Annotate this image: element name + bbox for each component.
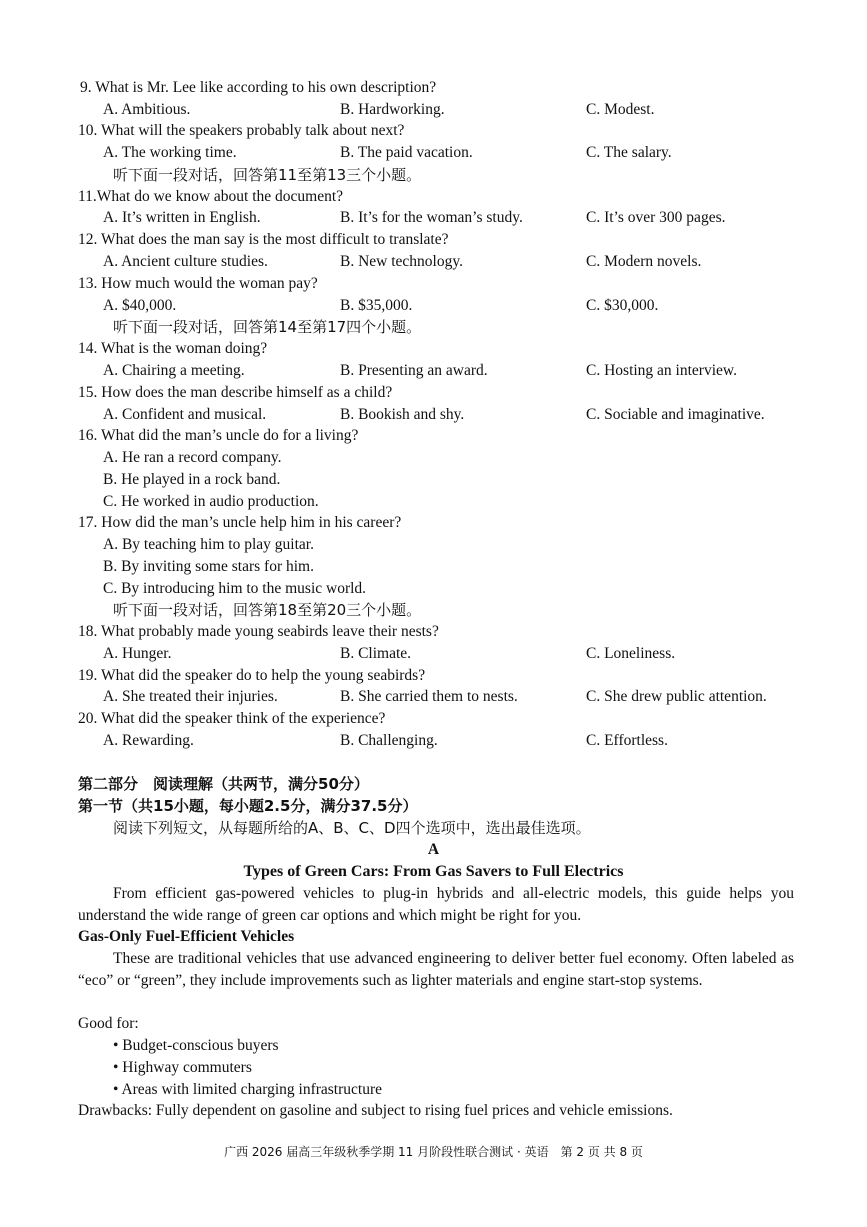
question-stem: 13. How much would the woman pay?	[78, 275, 318, 292]
option-c: C. By introducing him to the music world.	[103, 580, 367, 597]
option-c: C. Modest.	[586, 101, 655, 118]
question-stem: 12. What does the man say is the most difficult to translate?	[78, 231, 449, 248]
reading-direction: 阅读下列短文，从每题所给的A、B、C、D四个选项中，选出最佳选项。	[113, 819, 591, 837]
option-b: B. The paid vacation.	[340, 144, 473, 161]
passage-letter: A	[427, 841, 440, 858]
option-c: C. Loneliness.	[586, 645, 676, 662]
option-b: B. Presenting an award.	[340, 362, 488, 379]
question-stem: 10. What will the speakers probably talk about next?	[78, 122, 405, 139]
option-c: C. He worked in audio production.	[103, 493, 319, 510]
passage-title: Types of Green Cars: From Gas Savers to Full Electrics	[243, 863, 624, 880]
listening-instruction: 听下面一段对话，回答第14至第17四个小题。	[113, 318, 422, 336]
question-stem: 14. What is the woman doing?	[78, 340, 268, 357]
question-stem: 17. How did the man’s uncle help him in his career?	[78, 514, 402, 531]
part-heading: 第二部分 阅读理解（共两节，满分50分）	[78, 775, 369, 793]
option-a: A. By teaching him to play guitar.	[103, 536, 314, 553]
option-a: A. The working time.	[103, 144, 237, 161]
option-a: A. He ran a record company.	[103, 449, 282, 466]
option-c: C. She drew public attention.	[586, 688, 767, 705]
option-a: A. Hunger.	[103, 645, 172, 662]
option-a: A. Ambitious.	[103, 101, 191, 118]
option-b: B. Hardworking.	[340, 101, 445, 118]
option-b: B. Climate.	[340, 645, 412, 662]
question-stem: 9. What is Mr. Lee like according to his own description?	[80, 79, 437, 96]
passage-subheading: Gas-Only Fuel-Efficient Vehicles	[78, 928, 295, 945]
listening-instruction: 听下面一段对话，回答第18至第20三个小题。	[113, 601, 422, 619]
option-b: B. Challenging.	[340, 732, 438, 749]
option-b: B. It’s for the woman’s study.	[340, 209, 523, 226]
option-c: C. Hosting an interview.	[586, 362, 737, 379]
option-c: C. It’s over 300 pages.	[586, 209, 726, 226]
option-a: A. Rewarding.	[103, 732, 194, 749]
option-b: B. $35,000.	[340, 297, 413, 314]
option-a: A. She treated their injuries.	[103, 688, 278, 705]
question-stem: 19. What did the speaker do to help the young seabirds?	[78, 667, 426, 684]
option-a: A. Chairing a meeting.	[103, 362, 245, 379]
option-b: B. He played in a rock band.	[103, 471, 281, 488]
option-b: B. She carried them to nests.	[340, 688, 518, 705]
section-heading: 第一节（共15小题，每小题2.5分，满分37.5分）	[78, 797, 418, 815]
option-c: C. $30,000.	[586, 297, 659, 314]
option-a: A. $40,000.	[103, 297, 177, 314]
option-c: C. Effortless.	[586, 732, 668, 749]
option-a: A. It’s written in English.	[103, 209, 261, 226]
question-stem: 18. What probably made young seabirds leave their nests?	[78, 623, 439, 640]
drawbacks-text: Drawbacks: Fully dependent on gasoline and subject to rising fuel prices and vehicle emissions.	[78, 1102, 673, 1119]
option-a: A. Confident and musical.	[103, 406, 267, 423]
list-item: • Budget-conscious buyers	[113, 1037, 279, 1054]
question-stem: 20. What did the speaker think of the experience?	[78, 710, 386, 727]
list-item: • Areas with limited charging infrastructure	[113, 1081, 382, 1098]
listening-instruction: 听下面一段对话，回答第11至第13三个小题。	[113, 166, 422, 184]
passage-paragraph: These are traditional vehicles that use advanced engineering to deliver better fuel economy. Often labeled as “eco” or “green”, they include improvements such as lighter materials and engine start-stop systems.	[78, 950, 794, 989]
option-c: C. The salary.	[586, 144, 672, 161]
list-item: • Highway commuters	[113, 1059, 252, 1076]
option-c: C. Modern novels.	[586, 253, 702, 270]
option-c: C. Sociable and imaginative.	[586, 406, 765, 423]
question-stem: 11.What do we know about the document?	[78, 188, 344, 205]
question-stem: 16. What did the man’s uncle do for a living?	[78, 427, 359, 444]
option-b: B. New technology.	[340, 253, 463, 270]
page-footer: 广西 2026 届高三年级秋季学期 11 月阶段性联合测试 · 英语 第 2 页 共 8 页	[224, 1145, 643, 1159]
good-for-label: Good for:	[78, 1015, 139, 1032]
option-b: B. Bookish and shy.	[340, 406, 465, 423]
question-stem: 15. How does the man describe himself as a child?	[78, 384, 393, 401]
option-b: B. By inviting some stars for him.	[103, 558, 314, 575]
passage-intro: From efficient gas-powered vehicles to plug-in hybrids and all-electric models, this guide helps you understand the wide range of green car options and which might be right for you.	[78, 885, 794, 924]
option-a: A. Ancient culture studies.	[103, 253, 268, 270]
